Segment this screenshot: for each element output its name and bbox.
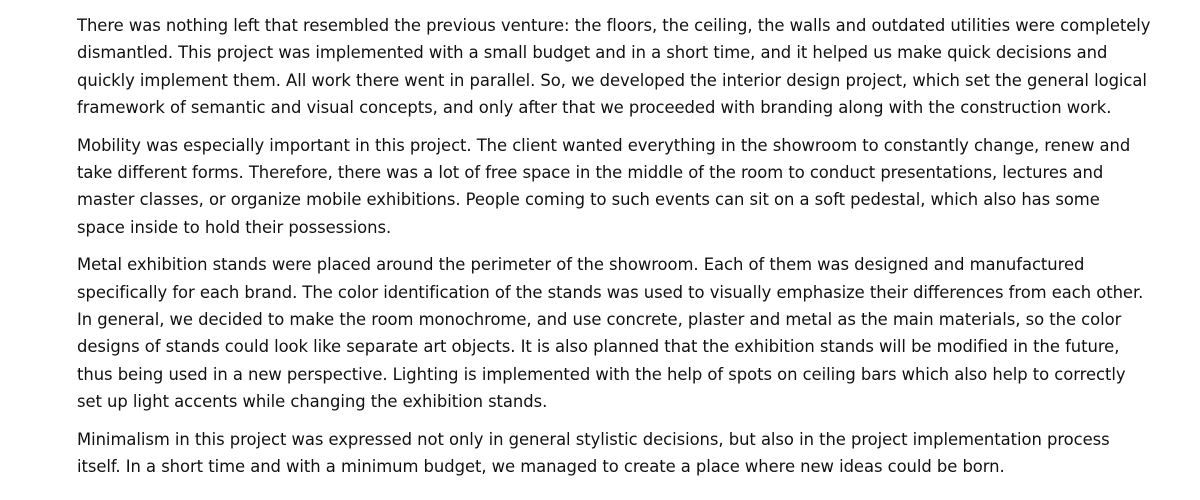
paragraph-intro: There was nothing left that resembled the previous venture: the floors, the ceiling, the walls and outdated utilities were completely dismantled. This project was implemented with a small budget and in a short time, and it helped us make quick decisions and quickly implement them. All work there went in parallel. So, we developed the interior design project, which set the general logical framework of semantic and visual concepts, and only after that we proceeded with branding along with the construction work.	[77, 16, 1151, 117]
paragraph-exhibition-stands: Metal exhibition stands were placed around the perimeter of the showroom. Each of them was designed and manufactured specifically for each brand. The color identification of the stands was used to visually emphasize their differences from each other. In general, we decided to make the room monochrome, and use concrete, plaster and metal as the main materials, so the color designs of stands could look like separate art objects. It is also planned that the exhibition stands will be modified in the future, thus being used in a new perspective. Lighting is implemented with the help of spots on ceiling bars which also help to correctly set up light accents while changing the exhibition stands.	[77, 255, 1144, 411]
paragraph-mobility: Mobility was especially important in this project. The client wanted everything in the showroom to constantly change, renew and take different forms. Therefore, there was a lot of free space in the middle of the room to conduct presentations, lectures and master classes, or organize mobile exhibitions. People coming to such events can sit on a soft pedestal, which also has some space inside to hold their possessions.	[77, 135, 1131, 237]
article-body	[77, 12, 1152, 491]
paragraph-minimalism: Minimalism in this project was expressed not only in general stylistic decisions, but also in the project implementation process itself. In a short time and with a minimum budget, we managed to create a place where new ideas could be born.	[77, 429, 1110, 476]
